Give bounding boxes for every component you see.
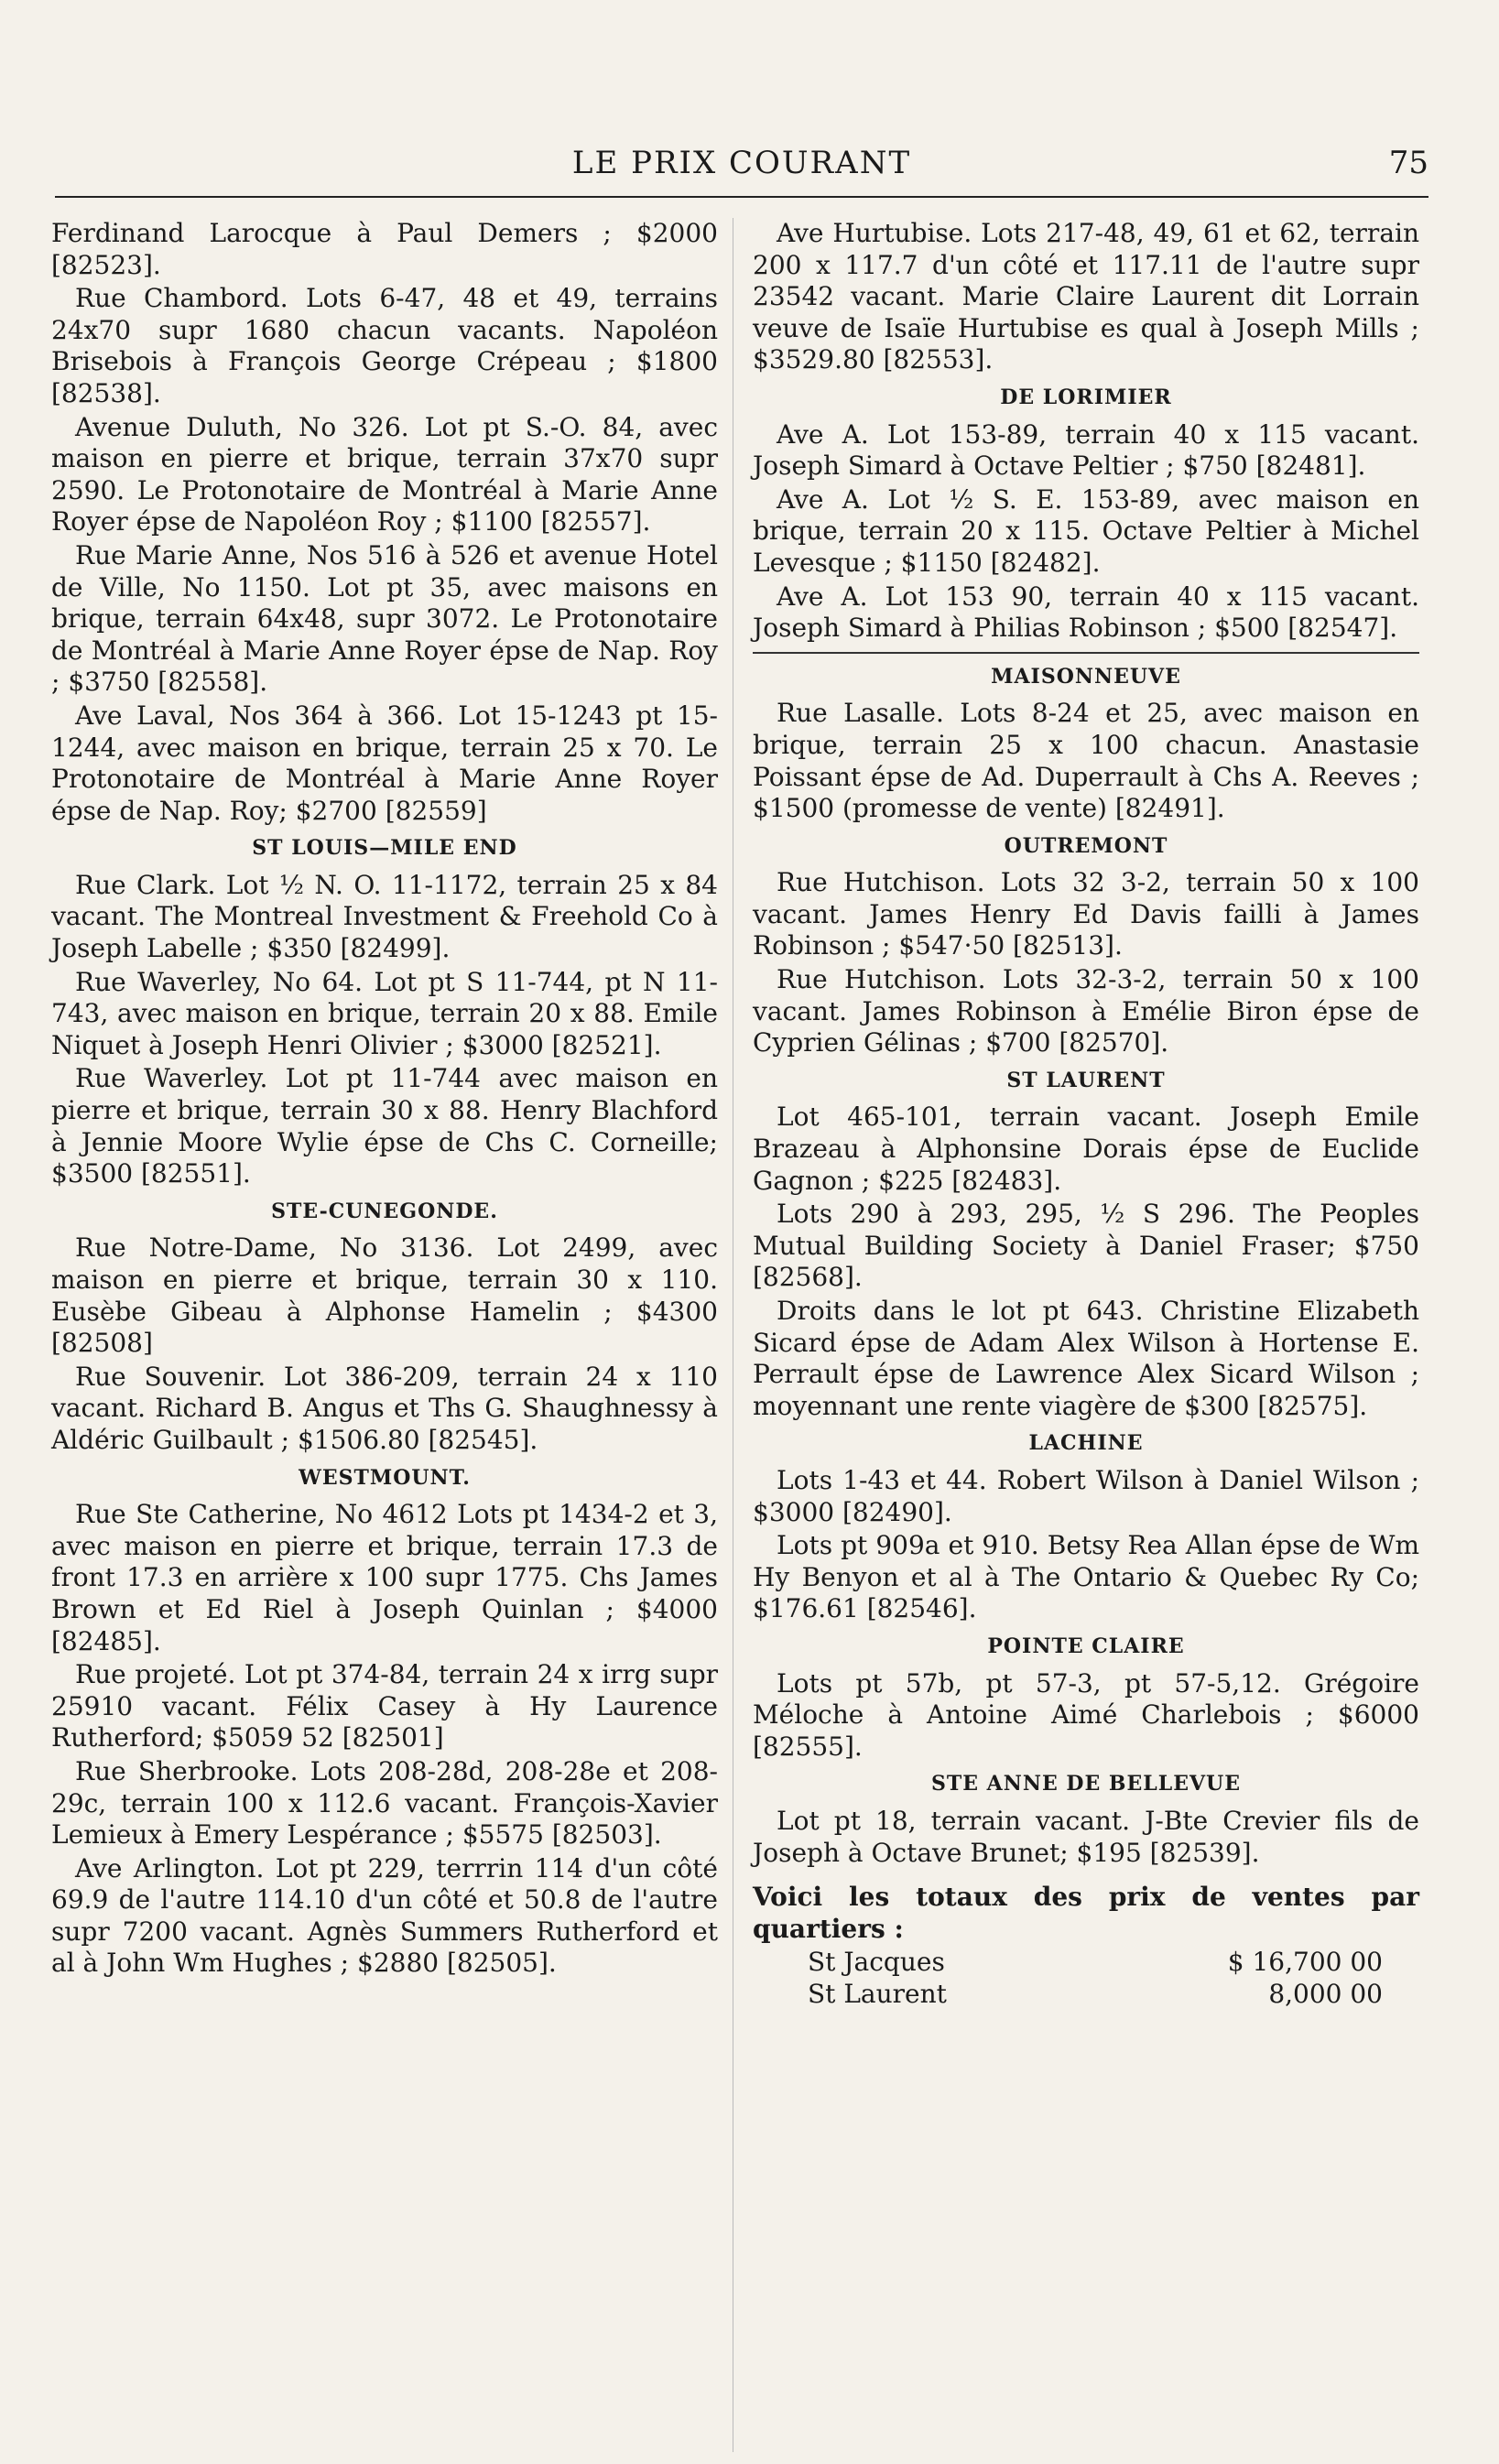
- section-heading-ste-anne: STE ANNE DE BELLEVUE: [930, 1772, 1241, 1796]
- entry: Lot pt 18, terrain vacant. J-Bte Crevier fils de Joseph à Octave Brunet; $195 [82539].: [753, 1805, 1419, 1868]
- entry: Rue Clark. Lot ½ N. O. 11-1172, terrain 25 x 84 vacant. The Montreal Investment & Freehold Co à Joseph Labelle ; $350 [82499].: [51, 869, 718, 964]
- entry: Rue Hutchison. Lots 32-3-2, terrain 50 x 100 vacant. James Robinson à Emélie Biron épse de Cyprien Gélinas ; $700 [82570].: [753, 964, 1419, 1058]
- total-row: [753, 1979, 1419, 2011]
- page-number: 75: [1388, 145, 1428, 181]
- section-heading-pointe-claire: POINTE CLAIRE: [987, 1634, 1185, 1658]
- entry: Ave Laval, Nos 364 à 366. Lot 15-1243 pt 15-1244, avec maison en brique, terrain 25 x 70. Le Protonotaire de Montréal à Marie Anne Royer épse de Nap. Roy; $2700 [82559]: [51, 700, 718, 826]
- section-heading-maisonneuve: MAISONNEUVE: [991, 664, 1181, 689]
- section-heading-de-lorimier: DE LORIMIER: [1000, 385, 1172, 409]
- entry: Ave A. Lot 153 90, terrain 40 x 115 vacant. Joseph Simard à Philias Robinson ; $500 [82547].: [753, 581, 1419, 644]
- section-heading-ste-cunegonde: STE-CUNEGONDE.: [271, 1199, 498, 1223]
- entry: Ave A. Lot ½ S. E. 153-89, avec maison en brique, terrain 20 x 115. Octave Peltier à Michel Levesque ; $1150 [82482].: [753, 483, 1419, 578]
- entry: Rue Waverley. Lot pt 11-744 avec maison en pierre et brique, terrain 30 x 88. Henry Blachford à Jennie Moore Wylie épse de Chs C. Corneille; $3500 [82551].: [51, 1063, 718, 1189]
- entry: Lot 465-101, terrain vacant. Joseph Emile Brazeau à Alphonsine Dorais épse de Euclide Gagnon ; $225 [82483].: [753, 1102, 1419, 1196]
- section-heading-westmount: WESTMOUNT.: [299, 1465, 471, 1490]
- journal-title: LE PRIX COURANT: [571, 145, 912, 181]
- total-label: St Laurent: [808, 1978, 947, 2009]
- total-row: [753, 1947, 1419, 1979]
- entry: Rue projeté. Lot pt 374-84, terrain 24 x irrg supr 25910 vacant. Félix Casey à Hy Laurence Rutherford; $5059 52 [82501]: [51, 1659, 718, 1753]
- right-column: [753, 218, 1419, 2010]
- total-value: 8,000 00: [1268, 1978, 1383, 2009]
- entry: Ave Arlington. Lot pt 229, terrrin 114 d'un côté 69.9 de l'autre 114.10 d'un côté et 50.8 de l'autre supr 7200 vacant. Agnès Summers Rutherford et al à John Wm Hughes ; $2880 [82505].: [51, 1852, 718, 1979]
- entry: Rue Hutchison. Lots 32 3-2, terrain 50 x 100 vacant. James Henry Ed Davis failli à James Robinson ; $547·50 [82513].: [753, 867, 1419, 961]
- entry: Rue Lasalle. Lots 8-24 et 25, avec maison en brique, terrain 25 x 100 chacun. Anastasie Poissant épse de Ad. Duperrault à Chs A. Reeves ; $1500 (promesse de vente) [82491].: [753, 698, 1419, 824]
- section-heading-st-laurent: ST LAURENT: [1006, 1068, 1166, 1092]
- entry: Lots pt 57b, pt 57-3, pt 57-5,12. Grégoire Méloche à Antoine Aimé Charlebois ; $6000 [82555].: [753, 1667, 1419, 1762]
- entry: Rue Ste Catherine, No 4612 Lots pt 1434-2 et 3, avec maison en pierre et brique, terrain 17.3 de front 17.3 en arrière x 100 supr 1775. Chs James Brown et Ed Riel à Joseph Quinlan ; $4000 [82485].: [51, 1499, 718, 1656]
- entry: Ferdinand Larocque à Paul Demers ; $2000 [82523].: [51, 218, 718, 280]
- total-label: St Jacques: [808, 1947, 945, 1978]
- entry: Lots 290 à 293, 295, ½ S 296. The Peoples Mutual Building Society à Daniel Fraser; $750 [82568].: [753, 1199, 1419, 1293]
- entry: Rue Marie Anne, Nos 516 à 526 et avenue Hotel de Ville, No 1150. Lot pt 35, avec maisons en brique, terrain 64x48, supr 3072. Le Protonotaire de Montréal à Marie Anne Royer épse de Nap. Roy ; $3750 [82558].: [51, 539, 718, 698]
- entry: Rue Chambord. Lots 6-47, 48 et 49, terrains 24x70 supr 1680 chacun vacants. Napoléon Brisebois à François George Crépeau ; $1800 [82538].: [51, 283, 718, 408]
- total-value: $ 16,700 00: [1227, 1947, 1383, 1978]
- entry: Lots pt 909a et 910. Betsy Rea Allan épse de Wm Hy Benyon et al à The Ontario & Quebec Ry Co; $176.61 [82546].: [753, 1530, 1419, 1624]
- entry: Ave A. Lot 153-89, terrain 40 x 115 vacant. Joseph Simard à Octave Peltier ; $750 [82481].: [753, 418, 1419, 482]
- section-separator: [753, 652, 1419, 654]
- left-column: [51, 218, 718, 1981]
- entry: Rue Souvenir. Lot 386-209, terrain 24 x 110 vacant. Richard B. Angus et Ths G. Shaughnessy à Aldéric Guilbault ; $1506.80 [82545].: [51, 1361, 718, 1455]
- entry: Lots 1-43 et 44. Robert Wilson à Daniel Wilson ; $3000 [82490].: [753, 1464, 1419, 1527]
- totals-intro: Voici les totaux des prix de ventes par quartiers :: [753, 1882, 1419, 1944]
- section-heading-lachine: LACHINE: [1028, 1431, 1144, 1456]
- entry: Ave Hurtubise. Lots 217-48, 49, 61 et 62, terrain 200 x 117.7 d'un côté et 117.11 de l'autre supr 23542 vacant. Marie Claire Laurent dit Lorrain veuve de Isaïe Hurtubise es qual à Joseph Mills ; $3529.80 [82553].: [753, 218, 1419, 375]
- entry: Avenue Duluth, No 326. Lot pt S.-O. 84, avec maison en pierre et brique, terrain 37x70 supr 2590. Le Protonotaire de Montréal à Marie Anne Royer épse de Napoléon Roy ; $1100 [82557].: [51, 411, 718, 537]
- entry: Droits dans le lot pt 643. Christine Elizabeth Sicard épse de Adam Alex Wilson à Hortense E. Perrault épse de Lawrence Alex Sicard Wilson ; moyennant une rente viagère de $300 [82575].: [753, 1296, 1419, 1421]
- page-header: [55, 137, 1428, 198]
- section-heading-st-louis: ST LOUIS—MILE END: [252, 836, 517, 861]
- entry: Rue Waverley, No 64. Lot pt S 11-744, pt N 11-743, avec maison en brique, terrain 20 x 88. Emile Niquet à Joseph Henri Olivier ; $3000 [82521].: [51, 966, 718, 1060]
- section-heading-outremont: OUTREMONT: [1004, 833, 1168, 858]
- entry: Rue Notre-Dame, No 3136. Lot 2499, avec maison en pierre et brique, terrain 30 x 110. Eusèbe Gibeau à Alphonse Hamelin ; $4300 [82508]: [51, 1232, 718, 1359]
- entry: Rue Sherbrooke. Lots 208-28d, 208-28e et 208-29c, terrain 100 x 112.6 vacant. François-Xavier Lemieux à Emery Lespérance ; $5575 [82503].: [51, 1755, 718, 1851]
